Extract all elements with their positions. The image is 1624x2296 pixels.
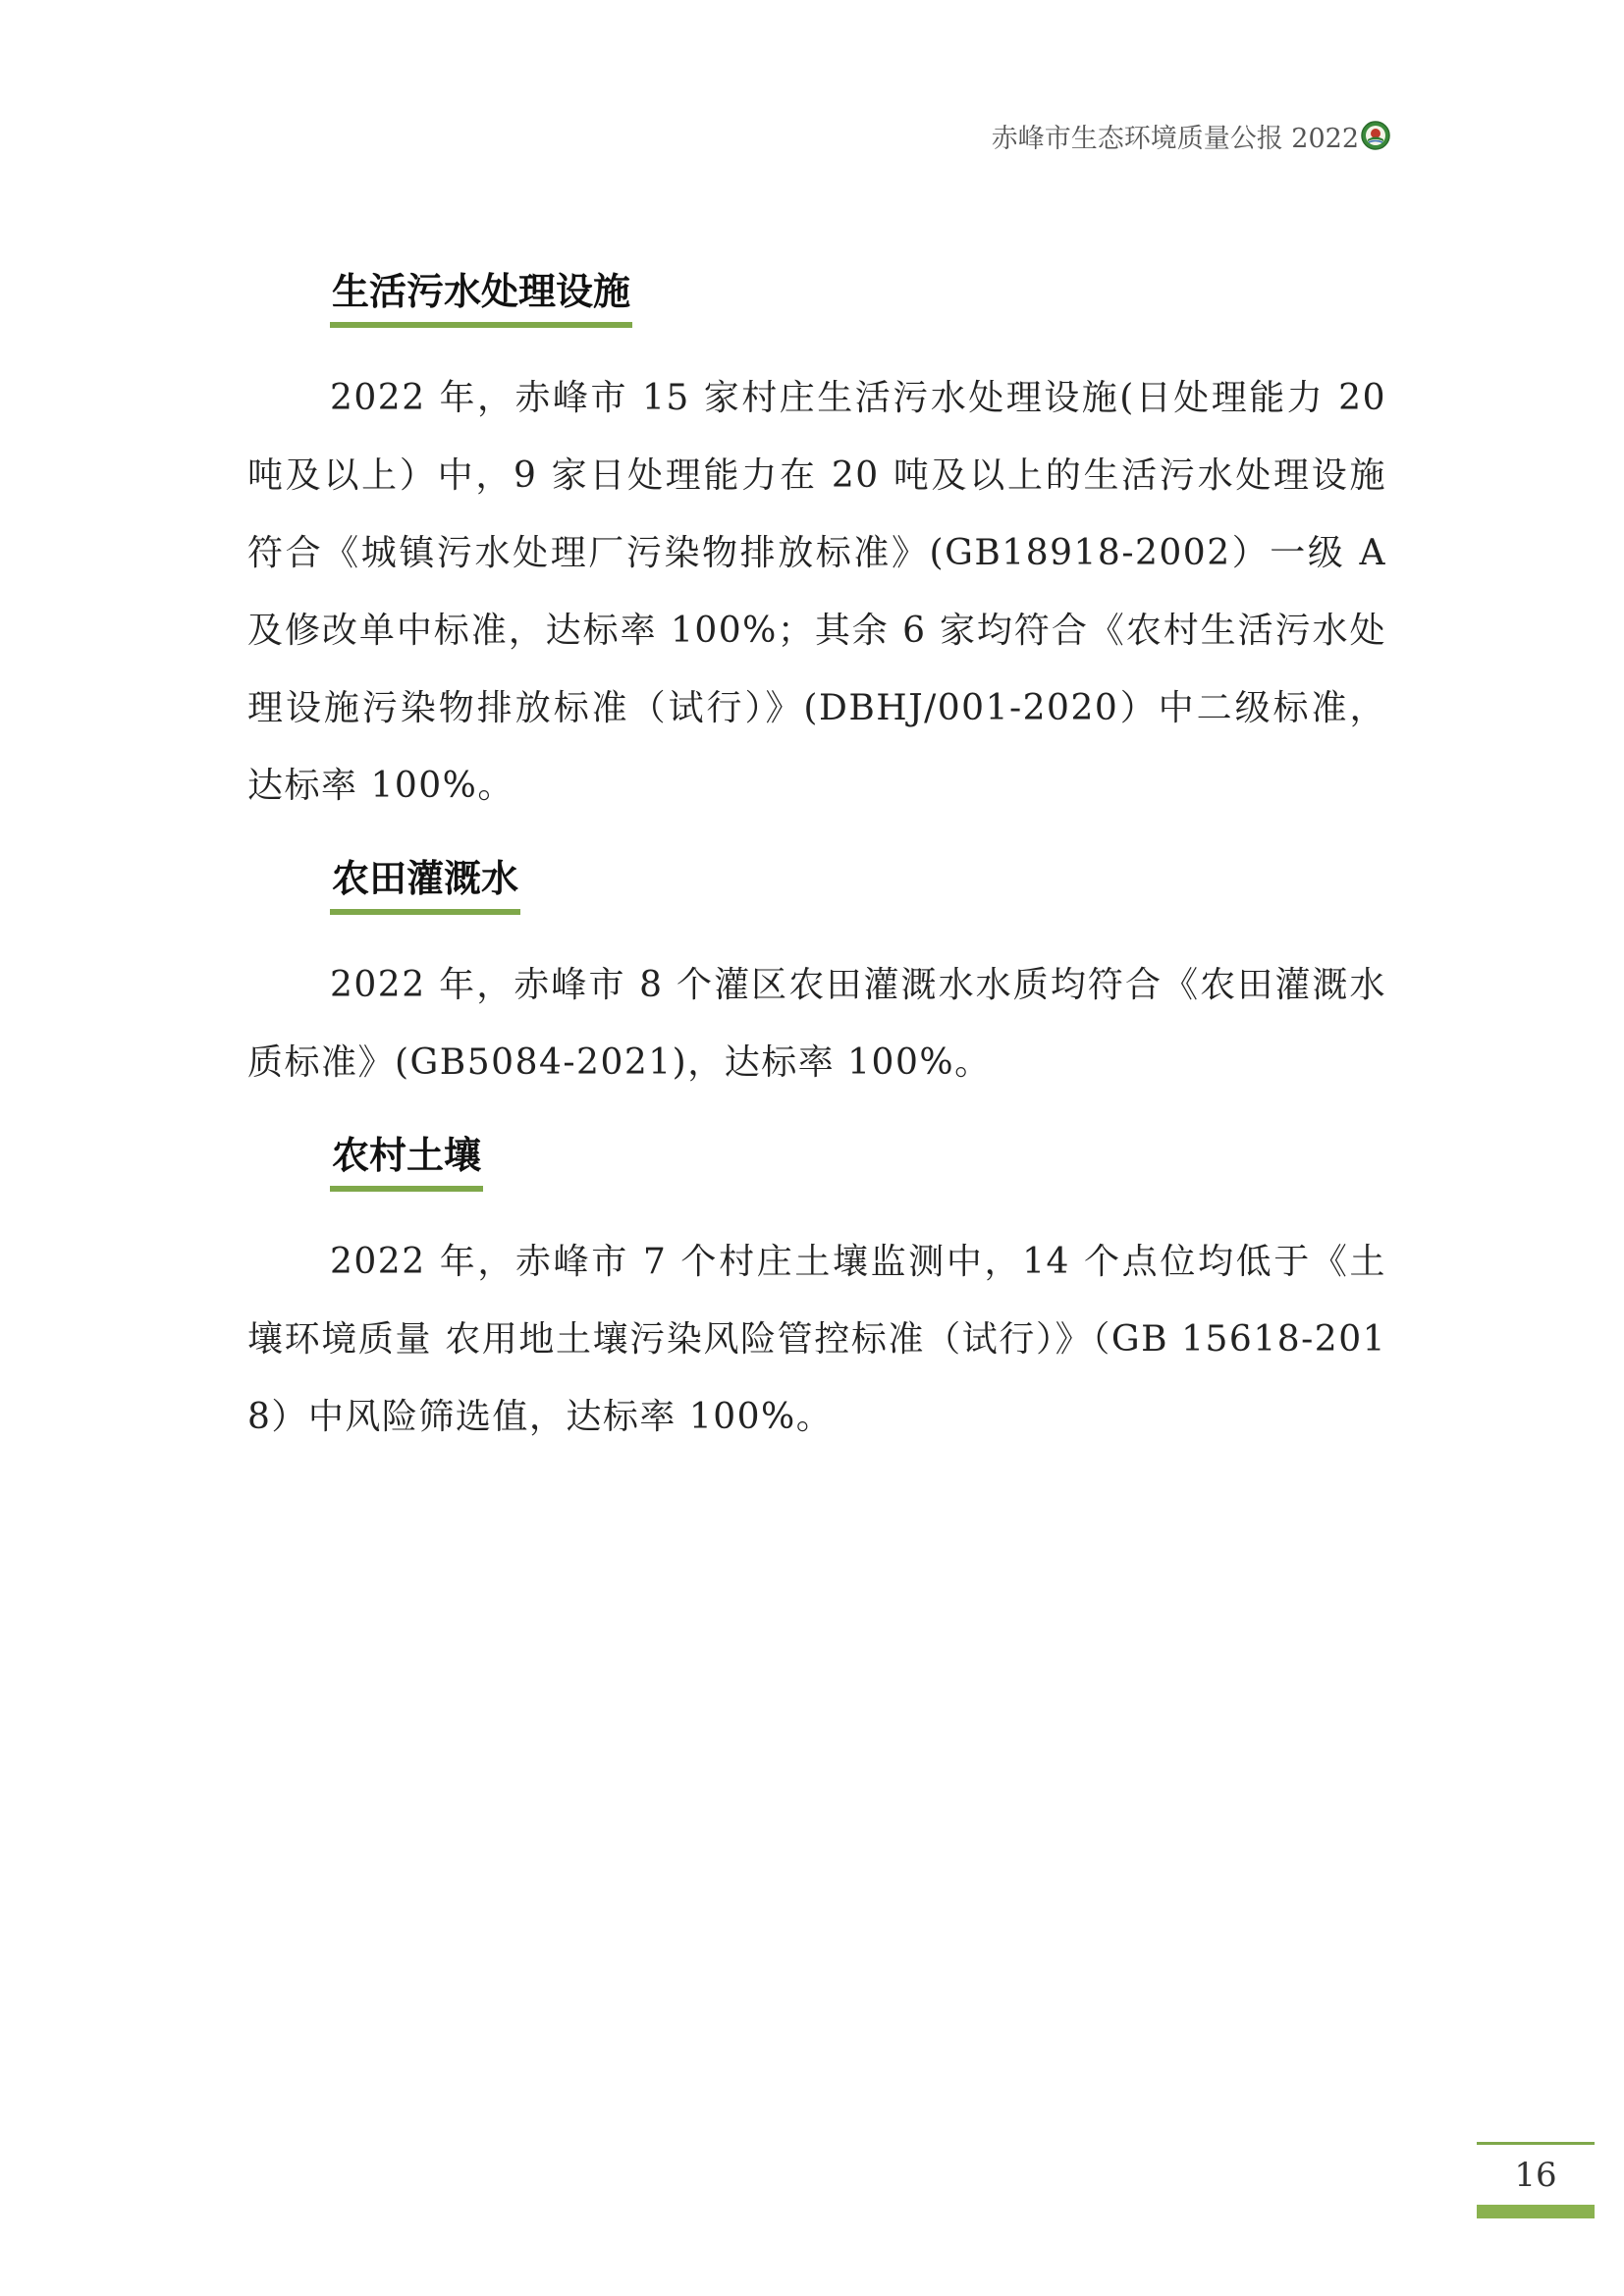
document-body — [247, 267, 1386, 1456]
section-rural-soil — [247, 1131, 1386, 1456]
section-heading: 生活污水处理设施 — [330, 267, 632, 328]
page-number: 16 — [1514, 2155, 1557, 2195]
section-heading: 农村土壤 — [330, 1131, 483, 1192]
environment-seal-icon — [1361, 121, 1390, 150]
running-header-title: 赤峰市生态环境质量公报 2022 — [991, 123, 1359, 154]
section-paragraph: 2022 年，赤峰市 15 家村庄生活污水处理设施(日处理能力 20 吨及以上）中，9 家日处理能力在 20 吨及以上的生活污水处理设施符合《城镇污水处理厂污染物排放标准》(GB18918-2002）一级 A 及修改单中标准，达标率 100%；其余 6 家均符合《农村生活污水处理设施污染物排放标准（试行）》(DBHJ/001-2020）中二级标准，达标率 100%。 — [247, 378, 1386, 806]
section-paragraph: 2022 年，赤峰市 7 个村庄土壤监测中，14 个点位均低于《土壤环境质量 农用地土壤污染风险管控标准（试行）》（GB 15618-2018）中风险筛选值，达标率 100%。 — [247, 1242, 1386, 1437]
section-paragraph: 2022 年，赤峰市 8 个灌区农田灌溉水水质均符合《农田灌溉水质标准》(GB5084-2021)，达标率 100%。 — [247, 965, 1386, 1083]
section-heading: 农田灌溉水 — [330, 854, 520, 915]
page-number-box — [1477, 2142, 1595, 2218]
section-sewage-treatment — [247, 267, 1386, 825]
section-irrigation-water — [247, 854, 1386, 1101]
running-header — [992, 116, 1390, 155]
